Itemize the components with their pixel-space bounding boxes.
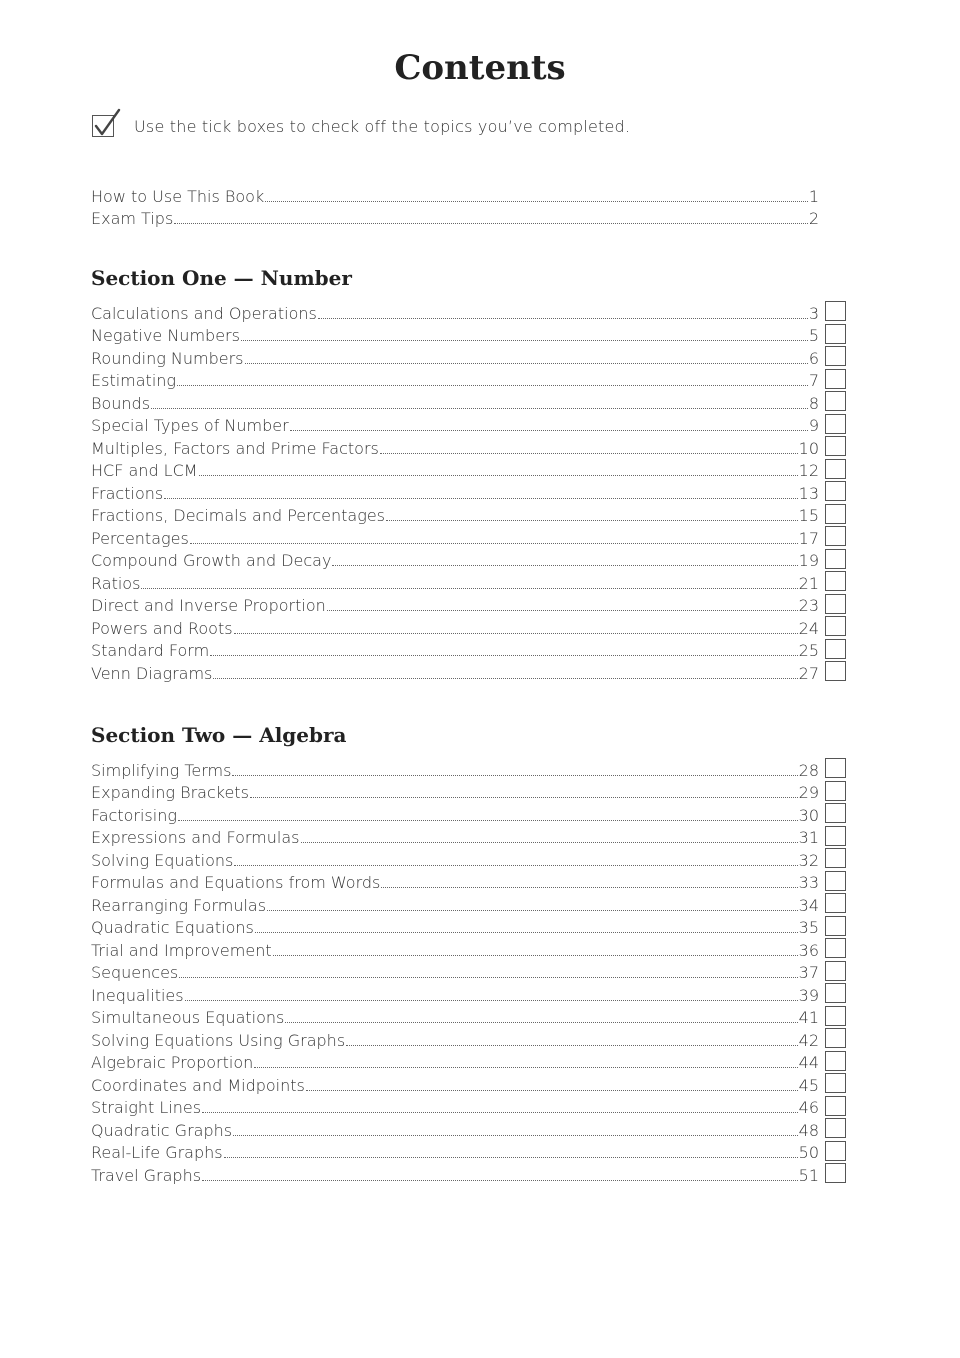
- dot-leader: [202, 1112, 798, 1113]
- toc-entry-page-number: 48: [798, 1120, 819, 1140]
- toc-entry-page-number: 39: [798, 985, 819, 1005]
- toc-entry-label: Venn Diagrams: [91, 663, 213, 683]
- tick-box[interactable]: [825, 459, 846, 479]
- toc-entry-label: Solving Equations Using Graphs: [91, 1030, 346, 1050]
- dot-leader: [381, 887, 797, 888]
- toc-entry: [91, 1095, 819, 1118]
- section-two-list: [91, 757, 819, 1185]
- front-matter-list: [91, 183, 819, 228]
- dot-leader: [273, 955, 798, 956]
- toc-entry-label: Rounding Numbers: [91, 348, 244, 368]
- toc-entry: [91, 458, 819, 481]
- tick-box[interactable]: [825, 1051, 846, 1071]
- dot-leader: [202, 1180, 798, 1181]
- toc-entry: [91, 1140, 819, 1163]
- dot-leader: [164, 498, 797, 499]
- tick-box[interactable]: [825, 1141, 846, 1161]
- toc-entry-page-number: 13: [798, 483, 819, 503]
- tick-box[interactable]: [825, 1096, 846, 1116]
- toc-entry: [91, 570, 819, 593]
- toc-entry-label: Standard Form: [91, 641, 210, 660]
- dot-leader: [332, 565, 797, 566]
- toc-entry-page-number: 41: [798, 1008, 819, 1027]
- dot-leader: [241, 340, 808, 341]
- tick-box[interactable]: [825, 781, 846, 801]
- tick-box[interactable]: [825, 639, 846, 659]
- toc-entry-label: Calculations and Operations: [91, 303, 317, 323]
- intro-instruction: [92, 110, 630, 142]
- toc-entry-label: Powers and Roots: [91, 618, 233, 638]
- toc-entry-page-number: 6: [808, 348, 819, 368]
- toc-entry-label: Trial and Improvement: [91, 940, 272, 960]
- dot-leader: [265, 201, 808, 202]
- toc-entry: [91, 780, 819, 803]
- dot-leader: [267, 910, 798, 911]
- toc-entry: [91, 1072, 819, 1095]
- toc-entry: [91, 960, 819, 983]
- toc-entry-label: Coordinates and Midpoints: [91, 1075, 305, 1095]
- toc-entry-label: Real-Life Graphs: [91, 1143, 223, 1162]
- toc-entry: [91, 548, 819, 571]
- toc-entry-label: Fractions: [91, 483, 164, 503]
- tick-box[interactable]: [825, 848, 846, 868]
- tick-box[interactable]: [825, 571, 846, 591]
- tick-box[interactable]: [825, 983, 846, 1003]
- toc-entry-page-number: 19: [798, 551, 819, 570]
- dot-leader: [285, 1022, 797, 1023]
- dot-leader: [290, 430, 808, 431]
- toc-entry: [91, 937, 819, 960]
- toc-entry-page-number: 7: [808, 371, 819, 390]
- toc-entry-label: Bounds: [91, 393, 151, 413]
- toc-entry-page-number: 27: [798, 663, 819, 683]
- toc-entry-page-number: 51: [798, 1165, 819, 1185]
- toc-entry-page-number: 1: [808, 186, 819, 206]
- tick-box[interactable]: [825, 893, 846, 913]
- toc-entry-page-number: 2: [808, 209, 819, 228]
- tick-box[interactable]: [825, 1073, 846, 1093]
- toc-entry: [91, 368, 819, 391]
- toc-entry-page-number: 44: [798, 1053, 819, 1072]
- toc-entry-label: Rearranging Formulas: [91, 895, 267, 915]
- section-two-heading: Section Two — Algebra: [91, 723, 347, 747]
- toc-entry-page-number: 17: [798, 528, 819, 548]
- tick-box[interactable]: [825, 871, 846, 891]
- toc-entry-page-number: 30: [798, 805, 819, 825]
- toc-entry: [91, 435, 819, 458]
- toc-entry: [91, 183, 819, 206]
- toc-entry: [91, 847, 819, 870]
- toc-entry-label: Quadratic Graphs: [91, 1120, 233, 1140]
- toc-entry-label: Estimating: [91, 371, 177, 390]
- tick-box[interactable]: [825, 481, 846, 501]
- toc-entry-page-number: 50: [798, 1143, 819, 1162]
- dot-leader: [232, 775, 797, 776]
- dot-leader: [306, 1090, 798, 1091]
- toc-entry: [91, 870, 819, 893]
- toc-entry: [91, 206, 819, 229]
- toc-entry-page-number: 5: [808, 326, 819, 345]
- toc-entry: [91, 982, 819, 1005]
- tick-box[interactable]: [825, 1163, 846, 1183]
- toc-entry-label: Sequences: [91, 963, 179, 982]
- toc-entry-label: Expanding Brackets: [91, 783, 249, 802]
- section-one-heading: Section One — Number: [91, 266, 352, 290]
- dot-leader: [174, 223, 808, 224]
- dot-leader: [234, 633, 798, 634]
- dot-leader: [233, 1135, 798, 1136]
- toc-entry: [91, 413, 819, 436]
- tick-box[interactable]: [825, 369, 846, 389]
- dot-leader: [254, 1067, 797, 1068]
- toc-entry-label: Solving Equations: [91, 850, 234, 870]
- toc-entry-label: Exam Tips: [91, 209, 174, 228]
- dot-leader: [380, 453, 798, 454]
- toc-entry-page-number: 33: [798, 873, 819, 892]
- toc-entry: [91, 660, 819, 683]
- tick-box[interactable]: [825, 916, 846, 936]
- toc-entry-label: Compound Growth and Decay: [91, 551, 332, 570]
- toc-entry: [91, 915, 819, 938]
- toc-entry: [91, 503, 819, 526]
- toc-entry: [91, 757, 819, 780]
- checkmark-icon: [92, 115, 114, 137]
- toc-entry-label: Algebraic Proportion: [91, 1053, 254, 1072]
- toc-entry-label: HCF and LCM: [91, 461, 198, 480]
- dot-leader: [386, 520, 798, 521]
- dot-leader: [234, 865, 797, 866]
- toc-entry: [91, 1117, 819, 1140]
- dot-leader: [224, 1157, 798, 1158]
- dot-leader: [327, 610, 798, 611]
- tick-box[interactable]: [825, 504, 846, 524]
- dot-leader: [178, 820, 798, 821]
- tick-box[interactable]: [825, 549, 846, 569]
- tick-box[interactable]: [825, 346, 846, 366]
- tick-box[interactable]: [825, 594, 846, 614]
- toc-entry-page-number: 24: [798, 618, 819, 638]
- toc-entry: [91, 1050, 819, 1073]
- toc-entry: [91, 300, 819, 323]
- toc-entry-page-number: 21: [798, 573, 819, 593]
- section-one-list: [91, 300, 819, 683]
- toc-entry-label: Simultaneous Equations: [91, 1008, 285, 1027]
- toc-entry-page-number: 9: [808, 416, 819, 435]
- toc-entry-page-number: 12: [798, 461, 819, 480]
- toc-entry: [91, 480, 819, 503]
- tick-box[interactable]: [825, 1028, 846, 1048]
- tick-box[interactable]: [825, 826, 846, 846]
- dot-leader: [301, 842, 798, 843]
- tick-box[interactable]: [825, 526, 846, 546]
- toc-entry-label: Inequalities: [91, 985, 184, 1005]
- toc-entry-page-number: 31: [798, 828, 819, 847]
- toc-entry-label: Expressions and Formulas: [91, 828, 300, 847]
- toc-entry-label: Ratios: [91, 573, 141, 593]
- dot-leader: [190, 543, 798, 544]
- tick-box[interactable]: [825, 1118, 846, 1138]
- toc-entry-label: Formulas and Equations from Words: [91, 873, 381, 892]
- toc-entry-page-number: 37: [798, 963, 819, 982]
- toc-entry-label: Factorising: [91, 805, 177, 825]
- toc-entry: [91, 390, 819, 413]
- dot-leader: [179, 977, 797, 978]
- toc-entry-label: Quadratic Equations: [91, 918, 254, 937]
- toc-entry: [91, 525, 819, 548]
- toc-entry-label: Fractions, Decimals and Percentages: [91, 506, 386, 525]
- toc-entry-page-number: 36: [798, 940, 819, 960]
- dot-leader: [177, 385, 808, 386]
- toc-entry: [91, 345, 819, 368]
- toc-entry: [91, 1162, 819, 1185]
- tick-box[interactable]: [825, 1006, 846, 1026]
- toc-entry-page-number: 3: [808, 303, 819, 323]
- dot-leader: [141, 588, 797, 589]
- dot-leader: [213, 678, 797, 679]
- toc-entry-page-number: 29: [798, 783, 819, 802]
- toc-entry-page-number: 42: [798, 1030, 819, 1050]
- page-title: Contents: [394, 48, 566, 88]
- dot-leader: [199, 475, 798, 476]
- toc-entry-page-number: 10: [798, 438, 819, 458]
- toc-entry-label: Negative Numbers: [91, 326, 240, 345]
- toc-entry-page-number: 32: [798, 850, 819, 870]
- toc-entry-label: Straight Lines: [91, 1098, 202, 1117]
- dot-leader: [318, 318, 808, 319]
- dot-leader: [250, 797, 798, 798]
- toc-entry-label: Multiples, Factors and Prime Factors: [91, 438, 379, 458]
- dot-leader: [151, 408, 808, 409]
- dot-leader: [255, 932, 798, 933]
- toc-entry-page-number: 15: [798, 506, 819, 525]
- dot-leader: [346, 1045, 797, 1046]
- toc-entry: [91, 638, 819, 661]
- tick-box[interactable]: [825, 758, 846, 778]
- toc-entry-page-number: 28: [798, 760, 819, 780]
- toc-entry-page-number: 46: [798, 1098, 819, 1117]
- toc-entry-label: Direct and Inverse Proportion: [91, 596, 326, 615]
- tick-box[interactable]: [825, 616, 846, 636]
- toc-entry: [91, 323, 819, 346]
- tick-box[interactable]: [825, 661, 846, 681]
- toc-entry-label: Travel Graphs: [91, 1165, 202, 1185]
- toc-entry-label: Special Types of Number: [91, 416, 289, 435]
- toc-entry: [91, 593, 819, 616]
- intro-text: Use the tick boxes to check off the topics you’ve completed.: [134, 116, 631, 136]
- dot-leader: [185, 1000, 798, 1001]
- toc-entry-page-number: 25: [798, 641, 819, 660]
- tick-box[interactable]: [825, 961, 846, 981]
- tick-box[interactable]: [825, 324, 846, 344]
- toc-entry: [91, 892, 819, 915]
- dot-leader: [210, 655, 797, 656]
- toc-entry: [91, 1005, 819, 1028]
- toc-entry: [91, 802, 819, 825]
- toc-entry: [91, 1027, 819, 1050]
- toc-entry-page-number: 8: [808, 393, 819, 413]
- tick-box[interactable]: [825, 391, 846, 411]
- toc-entry: [91, 825, 819, 848]
- tick-box[interactable]: [825, 414, 846, 434]
- toc-entry-page-number: 35: [798, 918, 819, 937]
- toc-entry-label: Simplifying Terms: [91, 760, 232, 780]
- toc-entry-page-number: 34: [798, 895, 819, 915]
- toc-entry-page-number: 23: [798, 596, 819, 615]
- tick-box[interactable]: [825, 301, 846, 321]
- toc-entry-page-number: 45: [798, 1075, 819, 1095]
- toc-entry: [91, 615, 819, 638]
- toc-entry-label: Percentages: [91, 528, 189, 548]
- dot-leader: [245, 363, 808, 364]
- toc-entry-label: How to Use This Book: [91, 186, 265, 206]
- tick-box[interactable]: [825, 436, 846, 456]
- tick-box[interactable]: [825, 803, 846, 823]
- tick-box[interactable]: [825, 938, 846, 958]
